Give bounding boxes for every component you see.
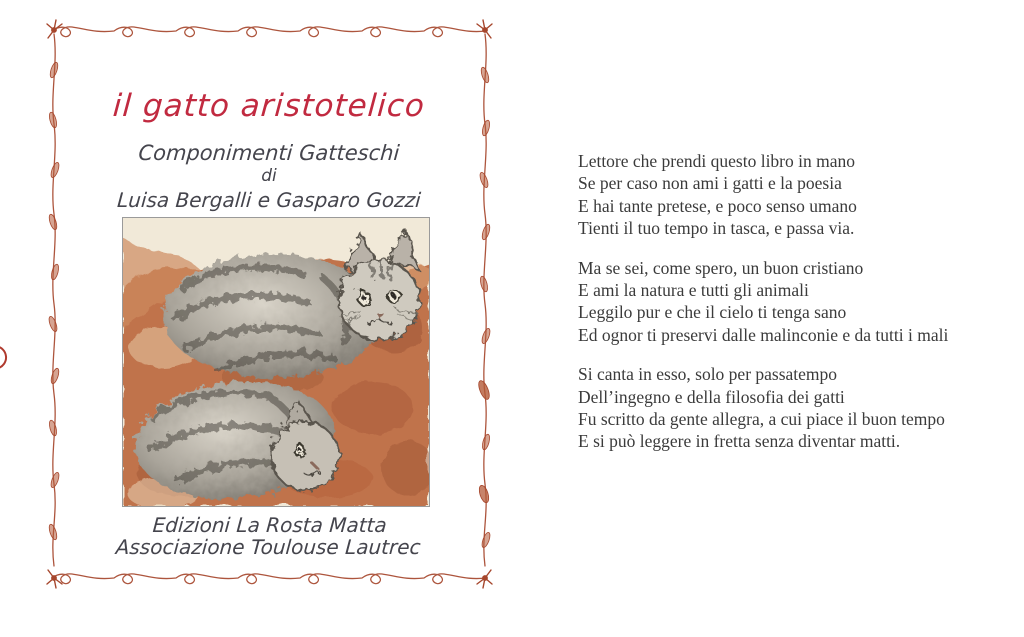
border-bottom-scroll <box>52 574 486 584</box>
publisher-line-2: Associazione Toulouse Lautrec <box>114 535 422 559</box>
publisher-line-1: Edizioni La Rosta Matta <box>151 513 388 537</box>
poem-line: E ami la natura e tutti gli animali <box>578 280 809 301</box>
poem-line: Dell’ingegno e della filosofia dei gatti <box>578 386 845 407</box>
poem-line: Si canta in esso, solo per passatempo <box>578 364 838 385</box>
poem-line: Leggilo pur e che il cielo ti tenga sano <box>578 302 847 323</box>
poem-line: Fu scritto da gente allegra, a cui piace il buon tempo <box>578 409 945 430</box>
poem-stanza-3 <box>578 363 1018 453</box>
publisher-block <box>60 514 477 558</box>
cats-illustration-frame <box>122 217 430 507</box>
cover-subtitle: Componimenti Gatteschi <box>137 141 401 165</box>
border-top-scroll <box>52 27 486 37</box>
poem-line: Lettore che prendi questo libro in mano <box>578 151 856 171</box>
poem-stanza-1 <box>578 150 1018 240</box>
poem-line: E hai tante pretese, e poco senso umano <box>578 195 857 216</box>
poem <box>578 150 1018 470</box>
cover-inner <box>62 40 476 568</box>
poem-line: Ma se sei, come spero, un buon cristiano <box>578 257 864 278</box>
cover-authors: Luisa Bergalli e Gasparo Gozzi <box>116 188 422 212</box>
edge-curl-flourish <box>0 346 6 369</box>
cats-drawing <box>123 218 429 506</box>
poem-line: E si può leggere in fretta senza diventar matti. <box>578 431 901 452</box>
poem-line: Tienti il tuo tempo in tasca, e passa via. <box>578 218 855 239</box>
poem-line: Ed ognor ti preservi dalle malinconie e da tutti i mali <box>578 324 949 345</box>
cover-byline-di: di <box>261 166 277 186</box>
poem-line: Se per caso non ami i gatti e la poesia <box>578 173 842 194</box>
cover-title: il gatto aristotelico <box>111 88 427 124</box>
poem-stanza-2 <box>578 257 1018 347</box>
